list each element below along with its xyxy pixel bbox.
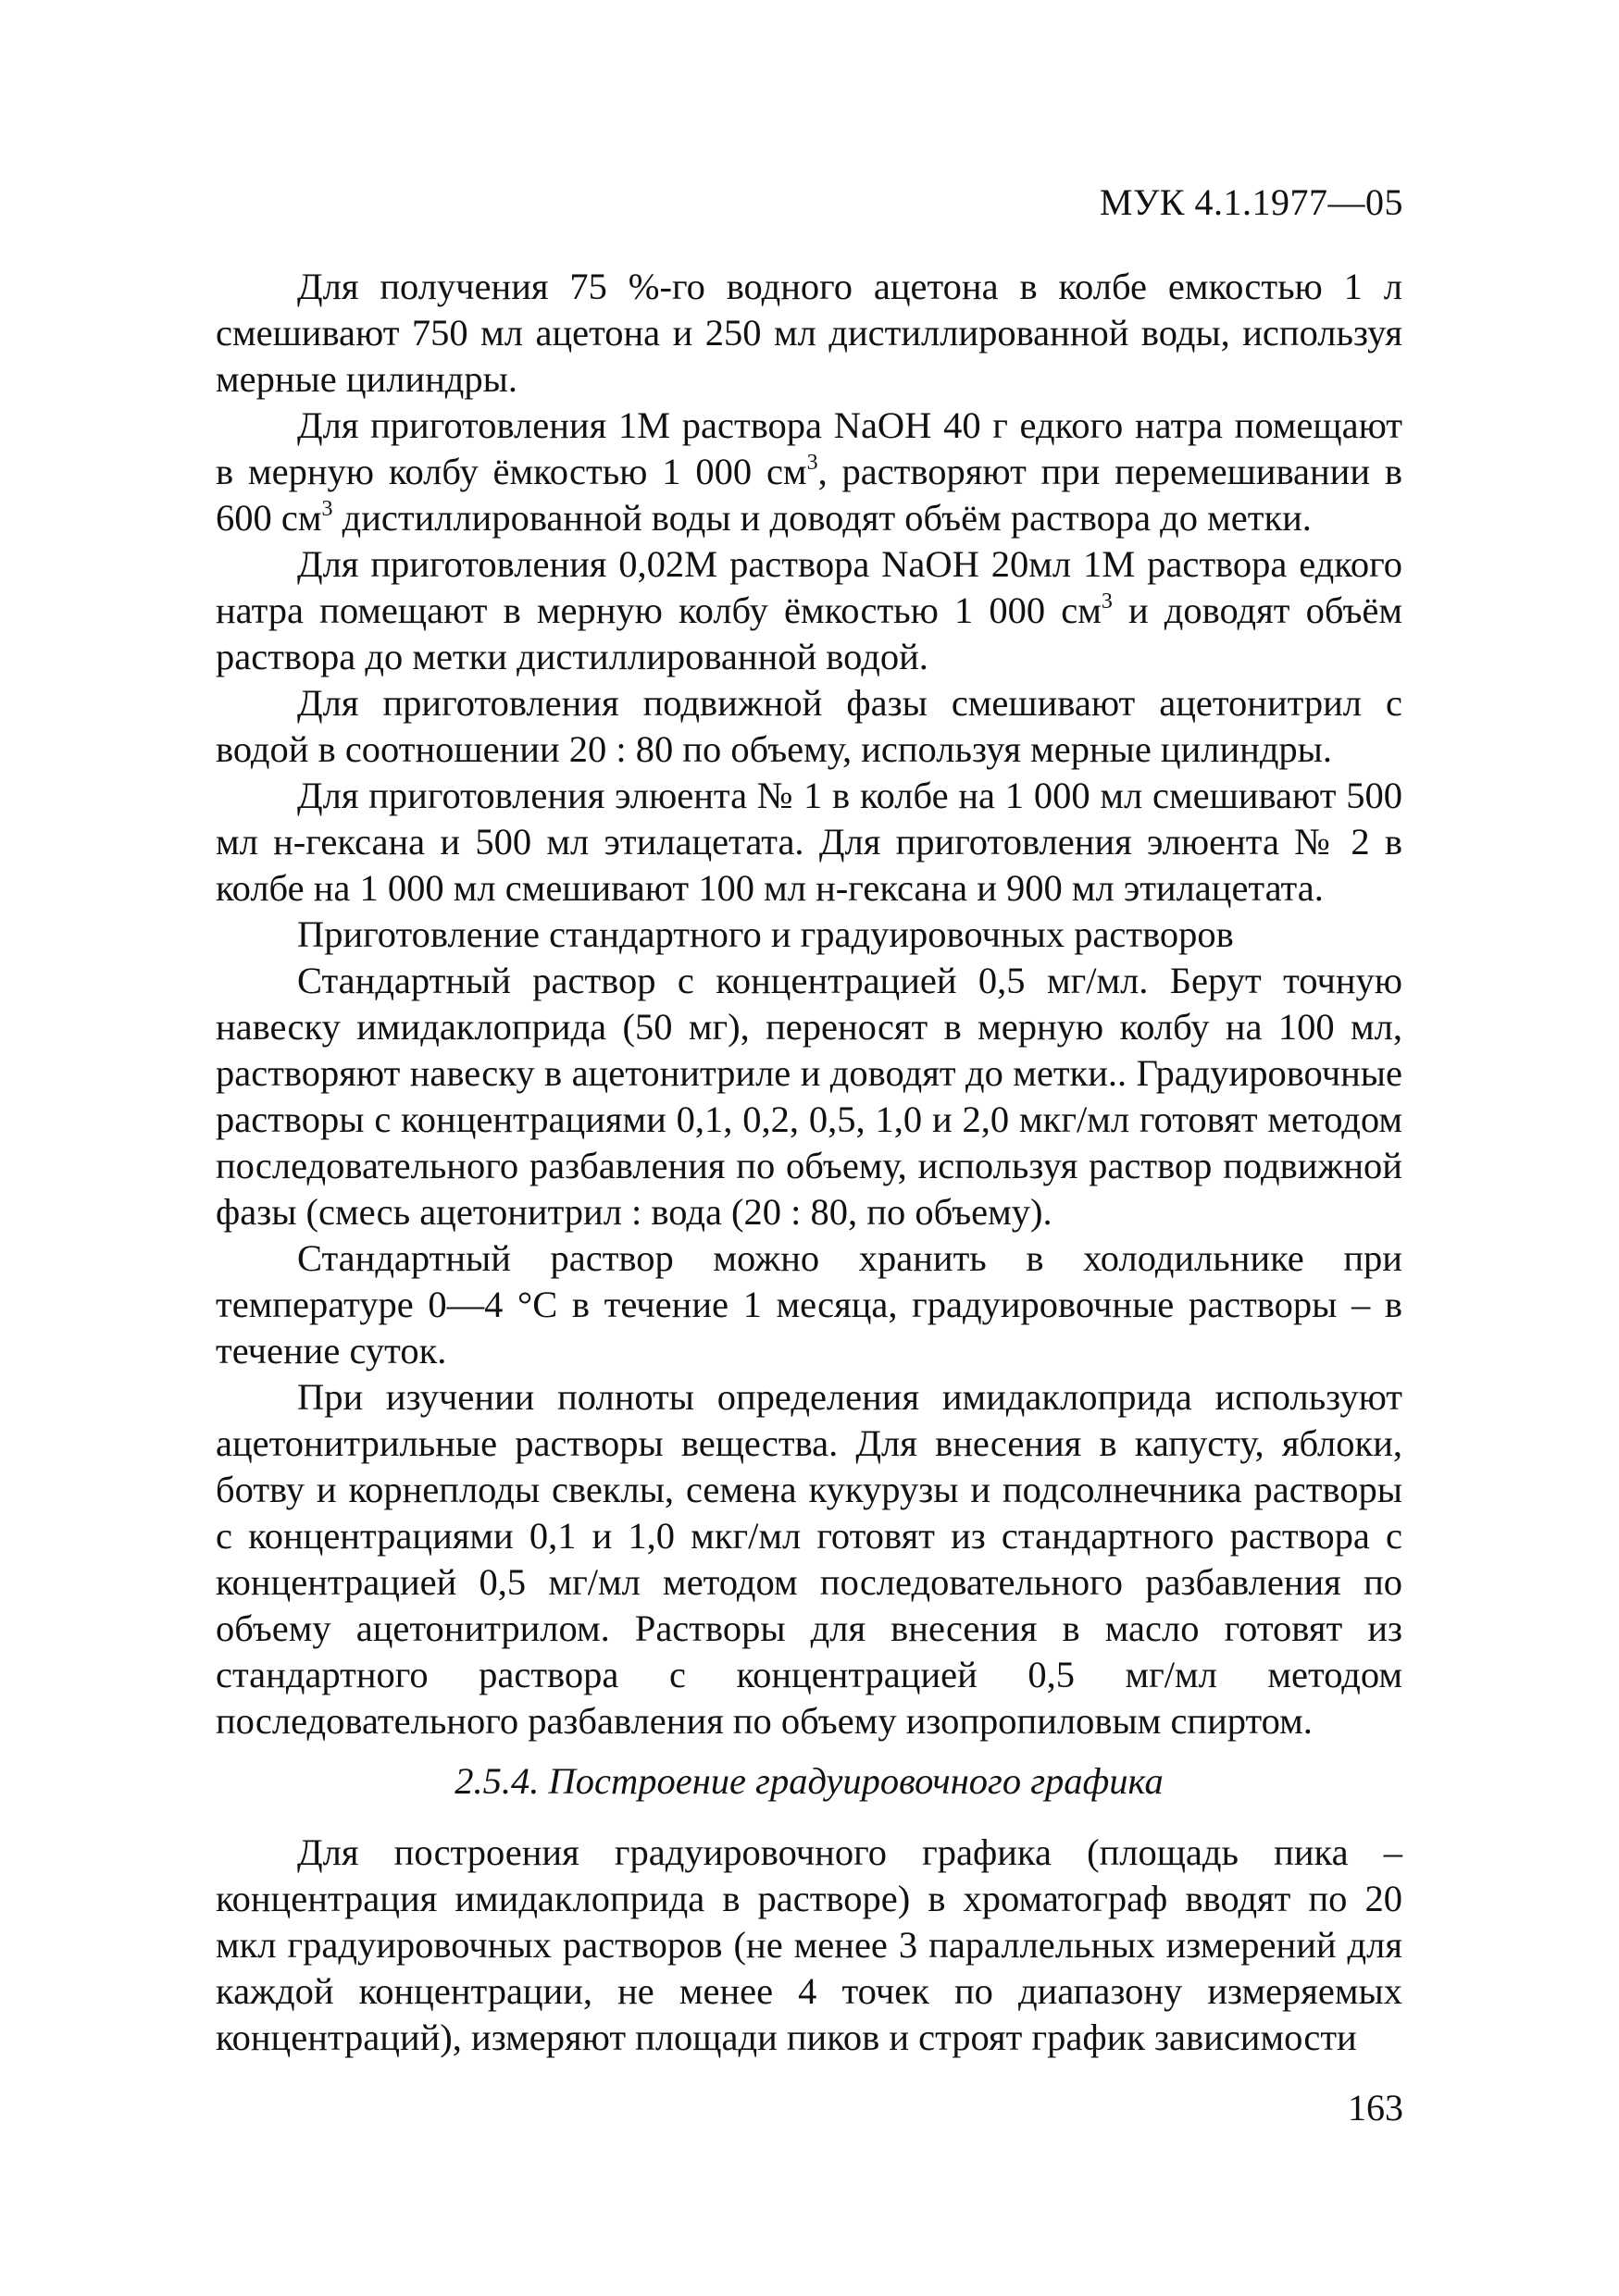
paragraph-naoh-002m: Для приготовления 0,02М раствора NaOH 20мл 1М раствора едкого натра помещают в мерную колбу ёмкостью 1 000 $см^3$ и доводят объём раствора до метки дистиллированной водой. <box>216 543 1402 677</box>
paragraph-acetone: Для получения 75 %-го водного ацетона в колбе емкостью 1 л смешивают 750 мл ацетона и 250 мл дистиллированной воды, используя мерные цилиндры. <box>216 266 1402 400</box>
paragraph-naoh-1m: Для приготовления 1М раствора NaOH 40 г едкого натра помещают в мерную колбу ёмкостью 1 000 $см^3$, растворяют при перемешивании в 600 $см^3$ дистиллированной воды и доводят объём раствора до метки. <box>216 404 1402 539</box>
paragraph-mobile-phase: Для приготовления подвижной фазы смешивают ацетонитрил с водой в соотношении 20 : 80 по объему, используя мерные цилиндры. <box>216 682 1402 770</box>
paragraph-standards-title: Приготовление стандартного и градуировочных растворов <box>297 913 1234 955</box>
paragraph-eluents: Для приготовления элюента № 1 в колбе на 1 000 мл смешивают 500 мл н-гексана и 500 мл этилацетата. Для приготовления элюента № 2 в колбе на 1 000 мл смешивают 100 мл н-гексана и 900 мл этилацетата. <box>216 775 1402 909</box>
document-body <box>216 264 1402 2061</box>
paragraph-calibration: Для построения градуировочного графика (площадь пика – концентрация имидаклоприда в растворе) в хроматограф вводят по 20 мкл градуировочных растворов (не менее 3 параллельных измерений для каждой концентрации, не менее 4 точек по диапазону измеряемых концентраций), измеряют площади пиков и строят график зависимости <box>216 1831 1402 2058</box>
paragraph-recovery: При изучении полноты определения имидаклоприда используют ацетонитрильные растворы вещества. Для внесения в капусту, яблоки, ботву и корнеплоды свеклы, семена кукурузы и подсолнечника растворы с концентрациями 0,1 и 1,0 мкг/мл готовят из стандартного раствора с концентрацией 0,5 мг/мл методом последовательного разбавления по объему ацетонитрилом. Растворы для внесения в масло готовят из стандартного раствора с концентрацией 0,5 мг/мл методом последовательного разбавления по объему изопропиловым спиртом. <box>216 1376 1402 1742</box>
page-number: 163 <box>1348 2087 1403 2128</box>
superscript-3: 3 <box>321 497 333 521</box>
paragraph-standard-solution: Стандартный раствор с концентрацией 0,5 мг/мл. Берут точную навеску имидаклоприда (50 мг), переносят в мерную колбу на 100 мл, растворяют навеску в ацетонитриле и доводят до метки.. Градуировочные растворы с концентрациями 0,1, 0,2, 0,5, 1,0 и 2,0 мкг/мл готовят методом последовательного разбавления по объему, используя раствор подвижной фазы (смесь ацетонитрил : вода (20 : 80, по объему). <box>216 960 1402 1233</box>
document-code-header: МУК 4.1.1977—05 <box>1099 181 1403 223</box>
superscript-3: 3 <box>806 451 818 475</box>
superscript-3: 3 <box>1101 590 1113 614</box>
section-heading: 2.5.4. Построение градуировочного графика <box>455 1760 1164 1802</box>
paragraph-storage: Стандартный раствор можно хранить в холодильнике при температуре 0—4 °С в течение 1 месяца, градуировочные растворы – в течение суток. <box>216 1237 1402 1371</box>
